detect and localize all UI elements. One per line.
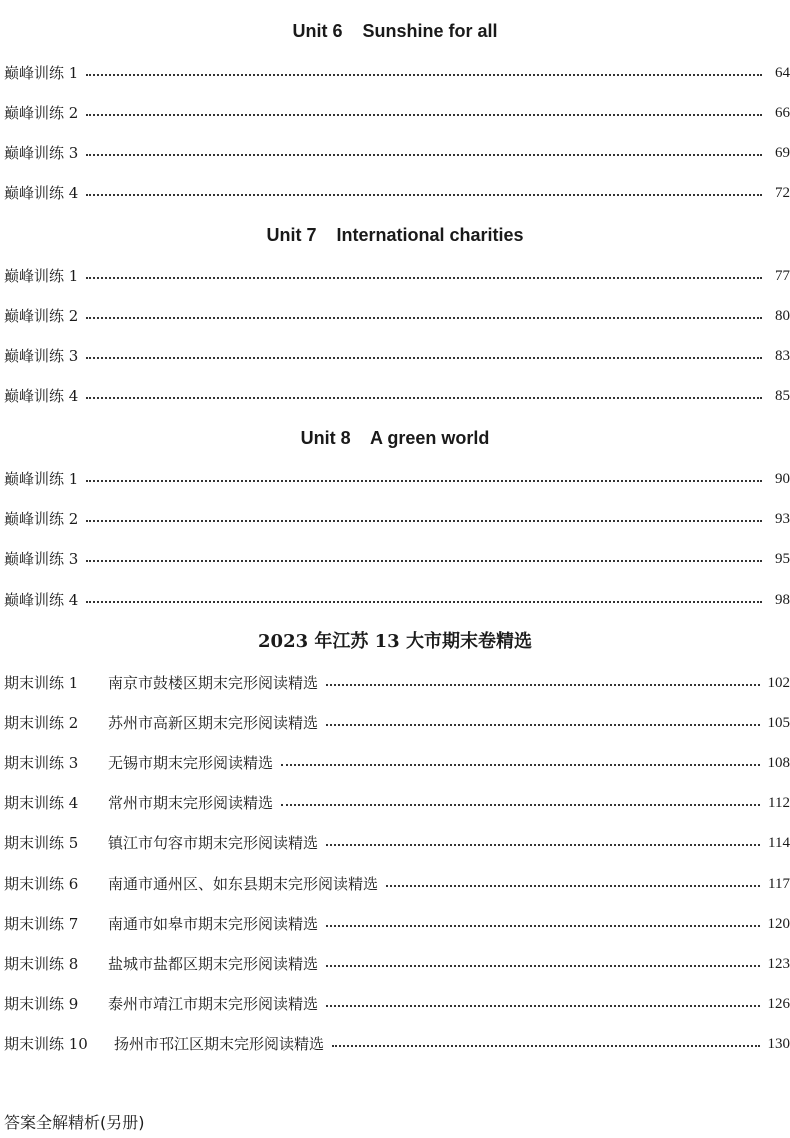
toc-entry-unit8-1[interactable] [4,468,790,490]
entry-title: 南通市通州区、如东县期末完形阅读精选 [108,875,379,893]
toc-entry-exam-1[interactable] [4,672,790,694]
toc-entry-exam-7[interactable] [4,913,790,935]
entry-label: 巅峰训练 4 [4,387,79,405]
toc-entry-exam-4[interactable] [4,792,790,814]
entry-page-number: 85 [775,388,790,404]
dot-leader [86,601,762,603]
entry-label: 巅峰训练 3 [4,144,79,162]
entry-label: 巅峰训练 2 [4,510,79,528]
dot-leader [281,764,759,766]
toc-entry-exam-2[interactable] [4,712,790,734]
entry-label: 巅峰训练 1 [4,470,79,488]
dot-leader [86,277,762,279]
entry-page-number: 83 [775,348,790,364]
dot-leader [326,1005,759,1007]
entry-page-number: 72 [775,185,790,201]
toc-entry-exam-5[interactable] [4,832,790,854]
entry-label: 期末训练 10 [4,1035,88,1053]
entry-label: 巅峰训练 1 [4,267,79,285]
toc-entry-unit8-3[interactable] [4,548,790,570]
entry-title: 镇江市句容市期末完形阅读精选 [108,834,319,852]
entry-title: 常州市期末完形阅读精选 [108,794,274,812]
entry-title: 扬州市邗江区期末完形阅读精选 [114,1035,325,1053]
entry-label: 巅峰训练 1 [4,64,79,82]
entry-title: 苏州市高新区期末完形阅读精选 [108,714,319,732]
toc-entry-exam-3[interactable] [4,752,790,774]
entry-page-number: 93 [775,511,790,527]
toc-entry-unit8-2[interactable] [4,508,790,530]
toc-entry-unit6-3[interactable] [4,142,790,164]
entry-title: 盐城市盐都区期末完形阅读精选 [108,955,319,973]
entry-page-number: 102 [767,675,790,691]
entry-page-number: 117 [768,876,790,892]
entry-page-number: 98 [775,592,790,608]
unit-8-heading: Unit 8 A green world [300,428,490,448]
toc-entry-unit7-2[interactable] [4,305,790,327]
dot-leader [86,317,762,319]
toc-entry-exam-8[interactable] [4,953,790,975]
entry-page-number: 114 [768,835,790,851]
unit-6-heading: Unit 6 Sunshine for all [292,21,498,41]
entry-page-number: 90 [775,471,790,487]
entry-page-number: 66 [775,105,790,121]
entry-page-number: 80 [775,308,790,324]
dot-leader [86,357,762,359]
entry-label: 巅峰训练 3 [4,347,79,365]
entry-label: 期末训练 7 [4,915,79,933]
entry-page-number: 77 [775,268,790,284]
dot-leader [326,844,760,846]
entry-page-number: 123 [767,956,790,972]
entry-label: 巅峰训练 2 [4,307,79,325]
entry-title: 南通市如皋市期末完形阅读精选 [108,915,319,933]
entry-label: 期末训练 4 [4,794,79,812]
toc-entry-exam-10[interactable] [4,1033,790,1055]
entry-title: 南京市鼓楼区期末完形阅读精选 [108,674,319,692]
toc-entry-unit6-4[interactable] [4,182,790,204]
entry-label: 巅峰训练 4 [4,184,79,202]
entry-label: 期末训练 5 [4,834,79,852]
entry-label: 期末训练 6 [4,875,79,893]
dot-leader [86,560,762,562]
dot-leader [386,885,760,887]
unit-7-heading: Unit 7 International charities [266,225,524,245]
toc-entry-unit7-3[interactable] [4,345,790,367]
dot-leader [86,480,762,482]
entry-page-number: 130 [767,1036,790,1052]
dot-leader [326,684,759,686]
entry-page-number: 64 [775,65,790,81]
entry-page-number: 95 [775,551,790,567]
entry-page-number: 69 [775,145,790,161]
entry-label: 期末训练 9 [4,995,79,1013]
toc-entry-unit7-1[interactable] [4,265,790,287]
dot-leader [86,397,762,399]
entry-label: 期末训练 1 [4,674,79,692]
dot-leader [326,724,759,726]
dot-leader [86,154,762,156]
answer-key-note: 答案全解精析(另册) [4,1113,145,1132]
toc-entry-unit6-1[interactable] [4,62,790,84]
dot-leader [281,804,760,806]
entry-label: 巅峰训练 4 [4,591,79,609]
toc-entry-exam-6[interactable] [4,873,790,895]
entry-page-number: 112 [768,795,790,811]
dot-leader [332,1045,759,1047]
entry-label: 期末训练 8 [4,955,79,973]
entry-page-number: 120 [767,916,790,932]
entry-page-number: 105 [767,715,790,731]
exams-heading: 2023 年江苏 13 大市期末卷精选 [258,631,532,652]
entry-label: 期末训练 3 [4,754,79,772]
dot-leader [326,925,759,927]
entry-label: 巅峰训练 3 [4,550,79,568]
toc-entry-unit7-4[interactable] [4,385,790,407]
dot-leader [326,965,759,967]
dot-leader [86,114,762,116]
entry-label: 期末训练 2 [4,714,79,732]
toc-entry-exam-9[interactable] [4,993,790,1015]
toc-entry-unit6-2[interactable] [4,102,790,124]
entry-page-number: 126 [767,996,790,1012]
entry-label: 巅峰训练 2 [4,104,79,122]
dot-leader [86,194,762,196]
entry-title: 泰州市靖江市期末完形阅读精选 [108,995,319,1013]
toc-entry-unit8-4[interactable] [4,589,790,611]
entry-page-number: 108 [767,755,790,771]
entry-title: 无锡市期末完形阅读精选 [108,754,274,772]
dot-leader [86,74,762,76]
dot-leader [86,520,762,522]
